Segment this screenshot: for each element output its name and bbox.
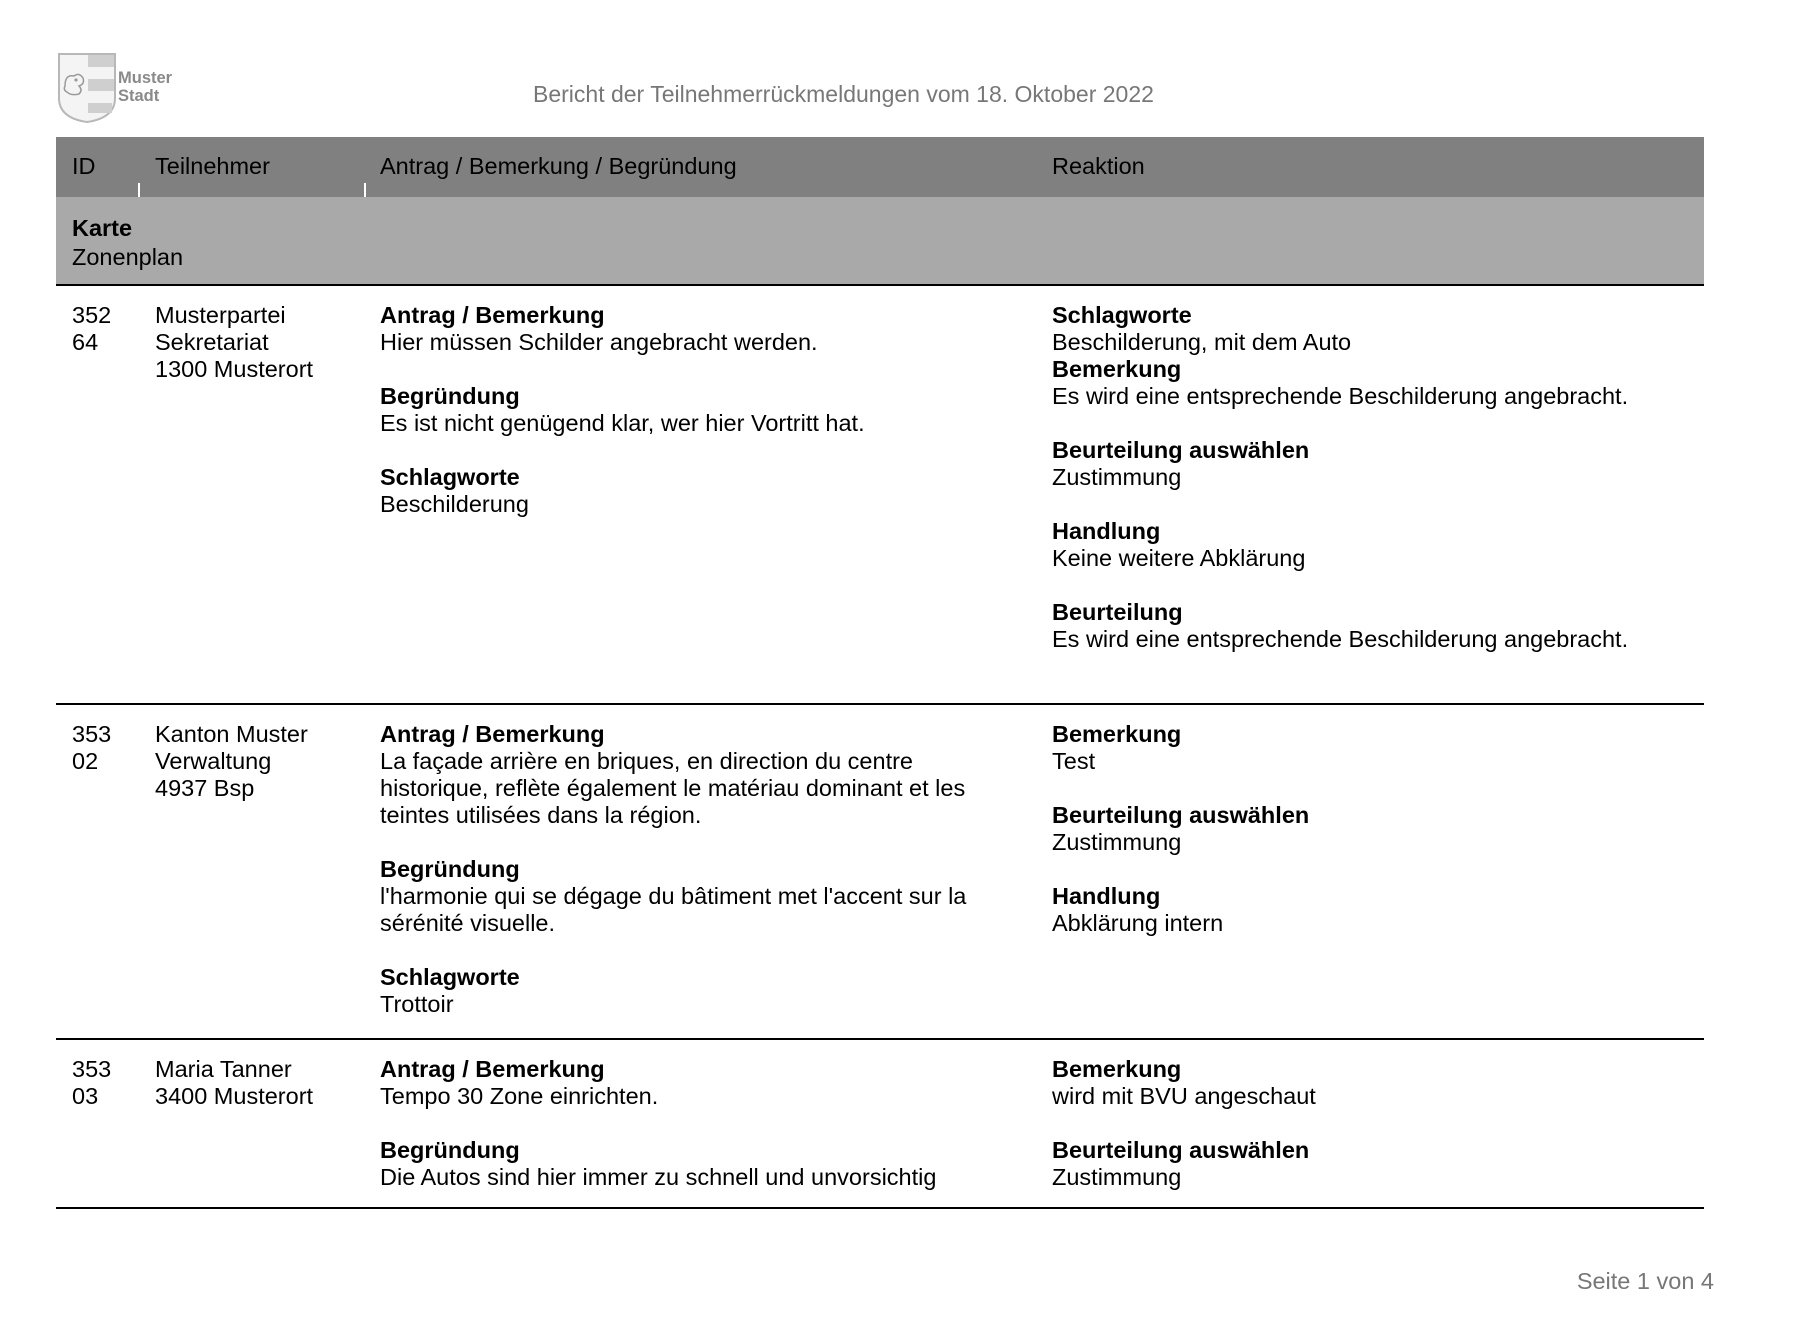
table-row xyxy=(56,1040,1704,1209)
section-title: Karte xyxy=(72,215,133,241)
logo-text xyxy=(118,69,172,105)
block-title: Schlagworte xyxy=(380,464,520,490)
block-title: Schlagworte xyxy=(1052,302,1192,328)
reaction-cell-block xyxy=(1052,721,1712,775)
block-text: Die Autos sind hier immer zu schnell und unvorsichtig xyxy=(380,1164,937,1190)
block-text: Trottoir xyxy=(380,991,454,1017)
column-header-id: ID xyxy=(72,153,96,179)
block-text: Zustimmung xyxy=(1052,829,1182,855)
row-id-line: 352 xyxy=(72,302,112,328)
block-title: Antrag / Bemerkung xyxy=(380,1056,605,1082)
row-id-line: 353 xyxy=(72,1056,112,1082)
block-text: Tempo 30 Zone einrichten. xyxy=(380,1083,659,1109)
logo xyxy=(57,52,187,124)
request-cell-block xyxy=(380,856,1030,937)
reaction-cell xyxy=(1052,721,1712,964)
row-id xyxy=(72,721,132,775)
request-cell-block xyxy=(380,1056,1030,1110)
page-number: Seite 1 von 4 xyxy=(1576,1268,1714,1294)
block-title: Beurteilung auswählen xyxy=(1052,1137,1310,1163)
table-header xyxy=(56,137,1704,197)
request-cell xyxy=(380,721,1030,1045)
column-divider xyxy=(138,183,140,197)
block-title: Schlagworte xyxy=(380,964,520,990)
row-id-line: 03 xyxy=(72,1083,99,1109)
table-body xyxy=(56,286,1704,1209)
request-cell-block xyxy=(380,302,1030,356)
request-cell-block xyxy=(380,721,1030,829)
report-title: Bericht der Teilnehmerrückmeldungen vom 18. Oktober 2022 xyxy=(533,81,1154,107)
section-subtitle: Zonenplan xyxy=(72,244,184,270)
row-id-line: 353 xyxy=(72,721,112,747)
participant xyxy=(155,302,365,383)
reaction-cell-block xyxy=(1052,302,1712,356)
block-text: historique, reflète également le matériau dominant et les xyxy=(380,775,966,801)
participant-line: Sekretariat xyxy=(155,329,269,355)
row-id xyxy=(72,302,132,356)
logo-line: Stadt xyxy=(118,87,160,105)
reaction-cell-block xyxy=(1052,1056,1712,1110)
participant-line: Musterpartei xyxy=(155,302,286,328)
block-text: Keine weitere Abklärung xyxy=(1052,545,1306,571)
block-text: Test xyxy=(1052,748,1096,774)
participant-line: Maria Tanner xyxy=(155,1056,292,1082)
request-cell-block xyxy=(380,464,1030,518)
column-header-request: Antrag / Bemerkung / Begründung xyxy=(380,153,737,179)
block-text: Es ist nicht genügend klar, wer hier Vortritt hat. xyxy=(380,410,865,436)
reaction-cell-block xyxy=(1052,599,1712,653)
block-title: Antrag / Bemerkung xyxy=(380,302,605,328)
block-text: sérénité visuelle. xyxy=(380,910,556,936)
participant-line: 1300 Musterort xyxy=(155,356,314,382)
table-row xyxy=(56,286,1704,705)
request-cell xyxy=(380,1056,1030,1218)
block-title: Handlung xyxy=(1052,518,1161,544)
block-text: Zustimmung xyxy=(1052,464,1182,490)
coat-of-arms-icon xyxy=(57,52,117,124)
column-divider xyxy=(364,183,366,197)
request-cell-block xyxy=(380,1137,1030,1191)
block-text: teintes utilisées dans la région. xyxy=(380,802,702,828)
reaction-cell xyxy=(1052,1056,1712,1218)
block-text: wird mit BVU angeschaut xyxy=(1052,1083,1316,1109)
participant xyxy=(155,1056,365,1110)
participant-line: Kanton Muster xyxy=(155,721,308,747)
reaction-cell xyxy=(1052,302,1712,680)
section-header xyxy=(56,197,1704,286)
reaction-cell-block xyxy=(1052,1137,1712,1191)
block-text: Zustimmung xyxy=(1052,1164,1182,1190)
block-title: Begründung xyxy=(380,856,520,882)
reaction-cell-block xyxy=(1052,356,1712,410)
block-text: Es wird eine entsprechende Beschilderung angebracht. xyxy=(1052,383,1629,409)
participant-line: 3400 Musterort xyxy=(155,1083,314,1109)
block-text: Abklärung intern xyxy=(1052,910,1224,936)
block-title: Bemerkung xyxy=(1052,356,1182,382)
block-title: Antrag / Bemerkung xyxy=(380,721,605,747)
block-title: Beurteilung auswählen xyxy=(1052,802,1310,828)
request-cell-block xyxy=(380,964,1030,1018)
block-title: Begründung xyxy=(380,1137,520,1163)
block-title: Begründung xyxy=(380,383,520,409)
block-text: Hier müssen Schilder angebracht werden. xyxy=(380,329,818,355)
participant xyxy=(155,721,365,802)
logo-line: Muster xyxy=(118,69,173,87)
block-text: Beschilderung xyxy=(380,491,529,517)
request-cell xyxy=(380,302,1030,545)
block-title: Bemerkung xyxy=(1052,721,1182,747)
column-header-participant: Teilnehmer xyxy=(155,153,270,179)
reaction-cell-block xyxy=(1052,883,1712,937)
request-cell-block xyxy=(380,383,1030,437)
block-title: Handlung xyxy=(1052,883,1161,909)
feedback-table xyxy=(56,137,1704,1209)
block-title: Beurteilung xyxy=(1052,599,1183,625)
block-text: Es wird eine entsprechende Beschilderung angebracht. xyxy=(1052,626,1629,652)
row-id xyxy=(72,1056,132,1110)
block-text: La façade arrière en briques, en direction du centre xyxy=(380,748,913,774)
block-title: Bemerkung xyxy=(1052,1056,1182,1082)
table-row xyxy=(56,705,1704,1040)
participant-line: Verwaltung xyxy=(155,748,272,774)
column-header-reaction: Reaktion xyxy=(1052,153,1145,179)
reaction-cell-block xyxy=(1052,802,1712,856)
block-text: Beschilderung, mit dem Auto xyxy=(1052,329,1352,355)
reaction-cell-block xyxy=(1052,437,1712,491)
block-title: Beurteilung auswählen xyxy=(1052,437,1310,463)
reaction-cell-block xyxy=(1052,518,1712,572)
block-text: l'harmonie qui se dégage du bâtiment met l'accent sur la xyxy=(380,883,967,909)
row-id-line: 64 xyxy=(72,329,99,355)
row-id-line: 02 xyxy=(72,748,99,774)
participant-line: 4937 Bsp xyxy=(155,775,255,801)
